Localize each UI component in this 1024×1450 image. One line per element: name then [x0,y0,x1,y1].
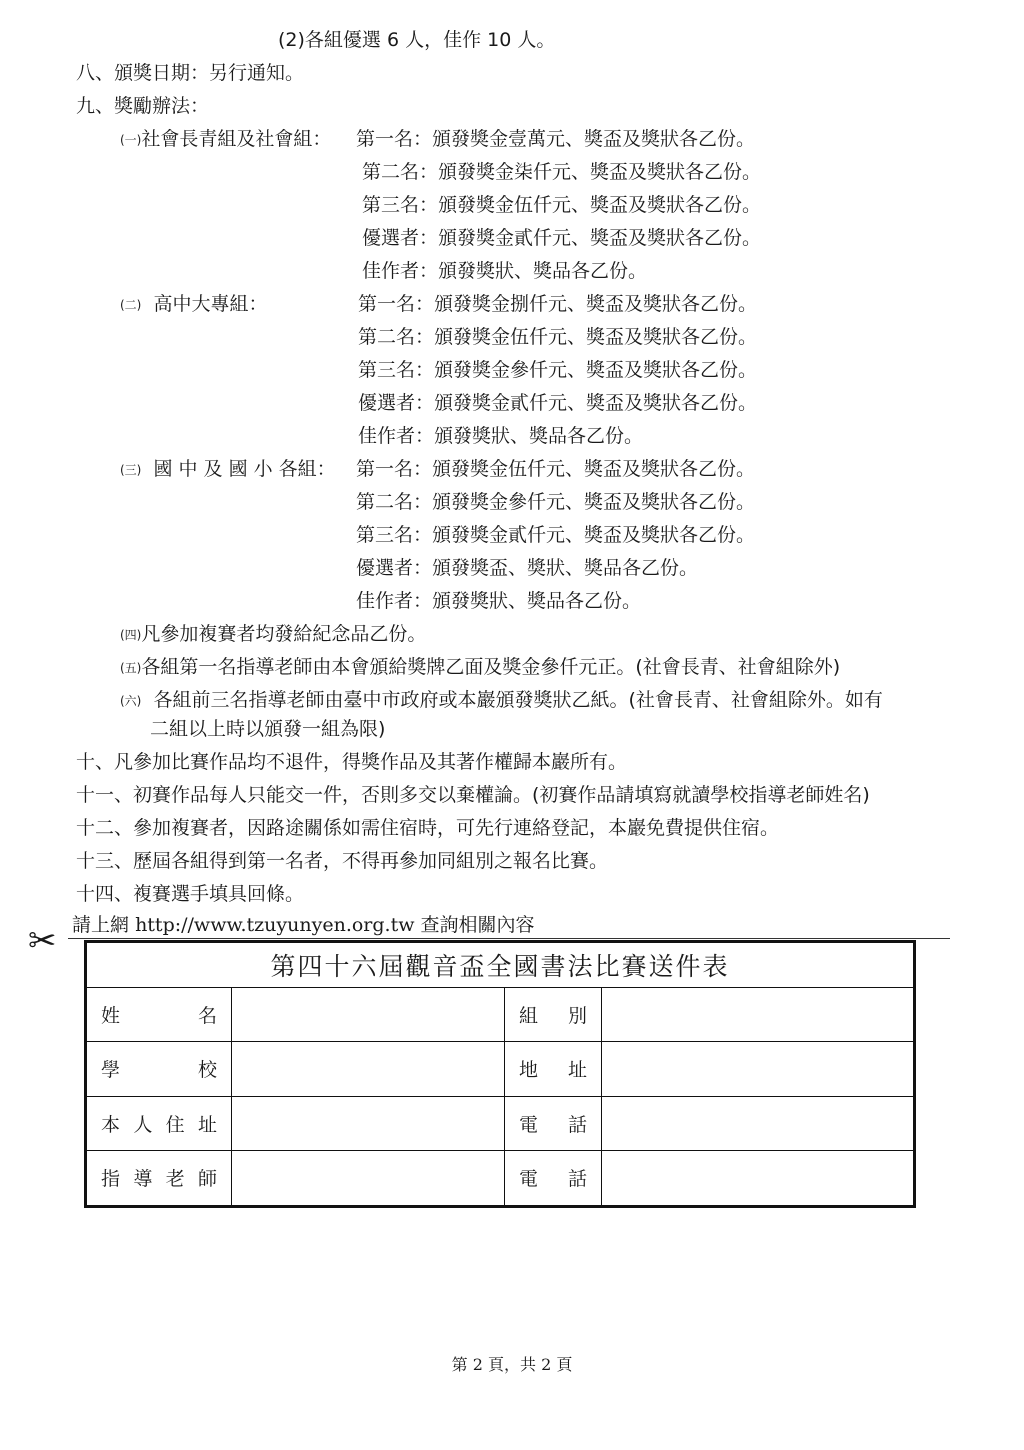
teacher-field[interactable] [232,1150,505,1206]
item-5: (五)各組第一名指導老師由本會頒給獎牌乙面及獎金參仟元正。(社會長青、社會組除外) [120,656,841,678]
award-line: 優選者：頒發獎金貳仟元、獎盃及獎狀各乙份。 [362,227,762,249]
award-line: 佳作者：頒發獎狀、獎品各乙份。 [356,590,642,612]
division-label: 組別 [505,988,602,1042]
item-6: (六) 各組前三名指導老師由臺中市政府或本巖頒發獎狀乙紙。(社會長青、社會組除外。如有 [120,689,883,711]
subsection-line: (2)各組優選 6 人，佳作 10 人。 [278,29,556,51]
teacher-phone-label: 電話 [505,1150,602,1206]
award-line: 第三名：頒發獎金參仟元、獎盃及獎狀各乙份。 [358,359,758,381]
website-line: 請上網 http://www.tzuyunyen.org.tw 查詢相關內容 [72,914,535,936]
school-field[interactable] [232,1042,505,1096]
marker-1: (一) [120,133,142,147]
section-12: 十二、參加複賽者，因路途關係如需住宿時，可先行連絡登記，本巖免費提供住宿。 [76,817,780,839]
table-row [86,1150,915,1206]
section-10: 十、凡參加比賽作品均不退件，得獎作品及其著作權歸本巖所有。 [76,751,628,773]
award-line: 第二名：頒發獎金柒仟元、獎盃及獎狀各乙份。 [362,161,762,183]
table-row [86,1096,915,1150]
award-line: 優選者：頒發獎盃、獎狀、獎品各乙份。 [356,557,699,579]
group-1-label: (一)社會長青組及社會組： [120,128,332,150]
school-label: 學校 [86,1042,232,1096]
website-link[interactable]: http://www.tzuyunyen.org.tw [135,914,415,936]
teacher-phone-field[interactable] [602,1150,915,1206]
award-line: 佳作者：頒發獎狀、獎品各乙份。 [358,425,644,447]
marker-2: (二) [120,298,142,312]
section-8-heading: 八、頒獎日期：另行通知。 [76,62,305,84]
table-row [86,988,915,1042]
award-line: 第一名：頒發獎金伍仟元、獎盃及獎狀各乙份。 [356,458,756,480]
award-line: 第一名：頒發獎金壹萬元、獎盃及獎狀各乙份。 [356,128,756,150]
cut-line [68,938,950,939]
section-13: 十三、歷屆各組得到第一名者，不得再參加同組別之報名比賽。 [76,850,609,872]
school-address-field[interactable] [602,1042,915,1096]
form-title: 第四十六屆觀音盃全國書法比賽送件表 [86,942,915,988]
name-field[interactable] [232,988,505,1042]
home-address-label: 本人住址 [86,1096,232,1150]
section-14: 十四、複賽選手填具回條。 [76,883,305,905]
section-9-heading: 九、獎勵辦法： [76,95,210,117]
group-2-label: (二) 高中大專組： [120,293,268,315]
home-address-field[interactable] [232,1096,505,1150]
award-line: 第三名：頒發獎金伍仟元、獎盃及獎狀各乙份。 [362,194,762,216]
award-line: 第一名：頒發獎金捌仟元、獎盃及獎狀各乙份。 [358,293,758,315]
marker-4: (四) [120,628,142,642]
award-line: 優選者：頒發獎金貳仟元、獎盃及獎狀各乙份。 [358,392,758,414]
marker-5: (五) [120,661,142,675]
submission-form-table [84,940,916,1208]
award-line: 第二名：頒發獎金伍仟元、獎盃及獎狀各乙份。 [358,326,758,348]
school-address-label: 地址 [505,1042,602,1096]
teacher-label: 指導老師 [86,1150,232,1206]
page-number: 第 2 頁，共 2 頁 [451,1355,573,1374]
table-row [86,1042,915,1096]
item-4: (四)凡參加複賽者均發給紀念品乙份。 [120,623,427,645]
section-11: 十一、初賽作品每人只能交一件，否則多交以棄權論。(初賽作品請填寫就讀學校指導老師姓名) [76,784,870,806]
division-field[interactable] [602,988,915,1042]
award-line: 第三名：頒發獎金貳仟元、獎盃及獎狀各乙份。 [356,524,756,546]
marker-6: (六) [120,694,142,708]
scissors-icon: ✂ [28,921,57,961]
award-line: 佳作者：頒發獎狀、獎品各乙份。 [362,260,648,282]
phone-label: 電話 [505,1096,602,1150]
award-line: 第二名：頒發獎金參仟元、獎盃及獎狀各乙份。 [356,491,756,513]
marker-3: (三) [120,463,142,477]
item-6-continuation: 二組以上時以頒發一組為限) [150,718,386,740]
phone-field[interactable] [602,1096,915,1150]
group-3-label: (三) 國 中 及 國 小 各組： [120,458,336,480]
name-label: 姓名 [86,988,232,1042]
